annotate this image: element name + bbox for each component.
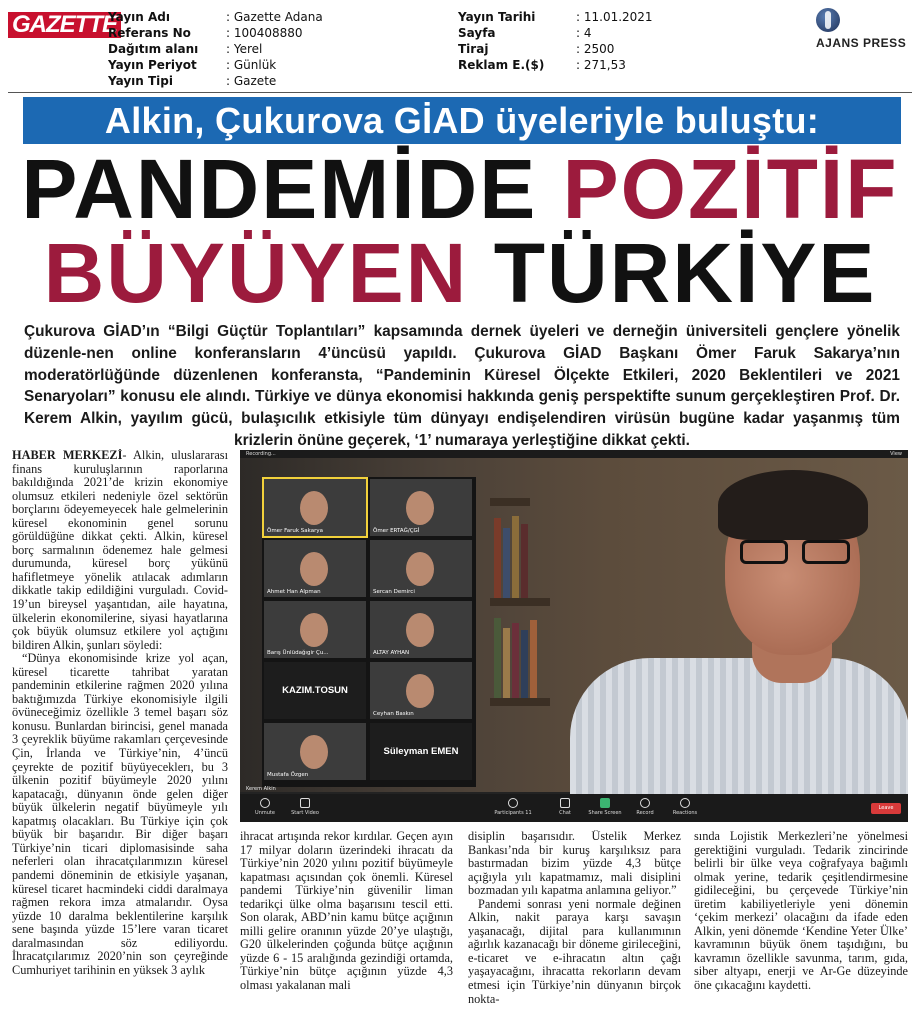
headline-word-red: POZİTİF [562, 142, 899, 236]
participants-count: 11 [525, 810, 532, 816]
main-headline-line-2 [0, 226, 920, 320]
byline: HABER MERKEZİ [12, 449, 123, 462]
participants-label: Participants [494, 810, 524, 816]
meta-row [458, 41, 653, 57]
book [494, 618, 501, 698]
meta-key: Sayfa [458, 26, 496, 40]
participant-name: Barış Ünlüdağıgir Çu... [267, 650, 329, 656]
book [521, 524, 528, 598]
globe-icon [816, 8, 840, 32]
zoom-toolbar [240, 794, 908, 822]
glasses-icon [740, 540, 852, 566]
shelf [490, 498, 530, 506]
participant-name: KAZIM.TOSUN [264, 662, 366, 719]
article-paragraph: Pandemi sonrası yeni normale değinen Alkin, nakit paraya karşı savaşın yaşanacağı, dijital para kullanımının ağırlık kazanacağı bir döneme girileceğini, e-ticaret ve e-ihracatın altın çağı yaşayacağını, ihracatta rekorların devam etmesi için Türkiye’nin dünyanın birçok nokta- [468, 896, 681, 1006]
participant-tile[interactable] [264, 601, 366, 658]
intro-paragraph: Çukurova GİAD’ın “Bilgi Güçtür Toplantıları” kapsamında dernek üyeleri ve derneğin üniversiteli gençlere yönelik düzenle-nen online konferansların 4’üncüsü yapıldı. Çukurova GİAD Başkanı Ömer Faruk Sakarya’nın moderatörlüğünde düzenlenen konferansta, “Pandeminin Küresel Ölçekte Etkileri, 2020 Beklentileri ve 2021 Senaryoları” konusu ele alındı. Türkiye ve dünya ekonomisi hakkında geniş perspektifte sunum gerçekleştiren Prof. Dr. Kerem Alkin, yayılım gücü, bulaşıcılık etkisiyle tüm dünyayı endişelendiren virüsün bugüne kadar yaşanmış tüm krizlerin önüne geçerek, ‘1’ numaraya yerleştiğine dikkat çekti. [24, 323, 900, 449]
book [512, 623, 519, 698]
participant-tile[interactable] [370, 540, 472, 597]
gazette-logo: GAZETTE [8, 12, 121, 38]
share-screen-label: Share Screen [588, 810, 622, 816]
meta-row [108, 41, 323, 57]
participant-face [300, 613, 328, 647]
meta-value: : Gazette Adana [226, 10, 323, 24]
participant-face [406, 491, 434, 525]
book [494, 518, 501, 598]
book [512, 516, 519, 598]
meta-key: Yayın Adı [108, 10, 170, 24]
chat-icon [560, 798, 570, 808]
article-paragraph: ihracat artışında rekor kırdılar. Geçen ayın 17 milyar doların üzerindeki ihracatı da Türkiye’nin 2020 yılını pozitif büyümeyle kapatması açısından çok önemli. Küresel pandemi Türkiye’nin güvenilir liman tedarikçi ülke olma başarısını tescil etti. Son olarak, ABD’nin kamu bütçe açığının milli gelire oranının yüzde 20’ye ulaştığı, G20 ülkelerinden çoğunda bütçe açığının yüzde 6 - 15 aralığında gezindiği ortamda, Türkiye’nin bütçe açığının yüzde 4,3 olması yakalanan mali [240, 830, 453, 993]
participant-tile[interactable] [370, 479, 472, 536]
participant-name: Ahmet Han Alpman [267, 589, 321, 595]
participant-face [300, 735, 328, 769]
participant-name: Sercan Demirci [373, 589, 415, 595]
participant-tile[interactable] [264, 662, 366, 719]
chat-label: Chat [559, 810, 571, 816]
headline-word-black: PANDEMİDE [21, 142, 563, 236]
meta-value: : 100408880 [226, 26, 303, 40]
meta-key: Referans No [108, 26, 191, 40]
header-divider [8, 92, 912, 93]
recording-indicator: Recording... [246, 451, 276, 457]
participant-tile[interactable] [370, 601, 472, 658]
microphone-icon [260, 798, 270, 808]
view-button[interactable]: View [890, 451, 902, 457]
meta-row [108, 9, 323, 25]
meta-row [458, 57, 653, 73]
share-screen-icon [600, 798, 610, 808]
participant-face [406, 674, 434, 708]
participant-face [406, 613, 434, 647]
article-text: - Alkin, uluslararası finans kuruluşlarının raporlarına bakıldığında 2021’de krizin ekonomiye olumsuz etkileri nedeniyle özel sektörün borçlarını ödeyemeyecek hale gelmelerinin küresel ekonominin genel sorunu görüldüğüne dikkat çekti. Alkin, küresel borç sarmalının ödenemez hale gelmesi durumunda, küresel borç yükünü hafifletmeye yönelik atılacak adımların dikkatle takip edildiğini vurguladı. Covid-19’un bireysel yaşantıdan, aile hayatına, ülkelerin ekonomilerine, siyasi hayatlarına çok büyük olumsuz etkilere yol açtığını bildiren Alkin, şunları söyledi: [12, 449, 228, 652]
meta-key: Yayın Tipi [108, 74, 173, 88]
meta-value: : 2500 [576, 42, 615, 56]
speaker-shirt [570, 658, 908, 808]
reactions-label: Reactions [672, 810, 698, 816]
meta-row [108, 57, 323, 73]
record-label: Record [636, 810, 654, 816]
participant-face [300, 552, 328, 586]
smile-icon [680, 798, 690, 808]
meta-row [458, 9, 653, 25]
kicker-headline: Alkin, Çukurova GİAD üyeleriyle buluştu: [23, 97, 901, 144]
speaker-name: Kerem Alkin [246, 786, 276, 792]
article-paragraph: sında Lojistik Merkezleri’ne yönelmesi gerektiğini vurguladı. Tedarik zincirinde belirli bir ülke veya coğrafyaya bağımlı olmak yerine, tedarik çeşitlendirmesine gidileceğini, bu çerçevede Türkiye’nin üretim kabiliyetleriyle yeni dönemin ‘çekim merkezi’ olacağını da ifade eden Alkin, yeni dönemde ‘Kendine Yeter Ülke’ kavramının büyük önem taşıdığını, bu kavramın özellikle savunma, tarım, gıda, siber altyapı, enerji ve Ar-Ge düzeyinde öne çıkacağını kaydetti. [694, 830, 908, 993]
participant-name: ALTAY AYHAN [373, 650, 410, 656]
speaker-hair [718, 470, 868, 540]
participant-tile[interactable] [264, 723, 366, 780]
article-column-3 [468, 830, 681, 1018]
meta-value: : Gazete [226, 74, 277, 88]
article-column-1 [12, 449, 228, 1017]
book [521, 630, 528, 698]
participant-name: Ömer Faruk Sakarya [267, 528, 323, 534]
start-video-button[interactable] [280, 798, 330, 816]
participant-name: Ömer ERTAĞ/ÇGİ [373, 528, 420, 534]
participant-tile[interactable] [370, 723, 472, 780]
agency-name: AJANS PRESS [816, 36, 907, 50]
article-paragraph: “Dünya ekonomisinde krize yol açan, küresel ticarette tahribat yaratan pandeminin etkilerine rağmen 2020 yılına baktığımızda Türkiye ekonomisiyle ilgili övüneceğimiz özellikle 3 temel başarı söz konusu. Bunlardan birincisi, genel manada 3 çeyreklik büyüme rakamları çerçevesinde Çin, İrlanda ve Türkiye’nin, 4’üncü çeyrekte de pozitif büyüyeceklerı, bu 3 ülkenin pozitif büyümeyle 2020 yılını kapatacağı, dünyanın önde gelen diğer büyük ülkelerin negatif büyümeyle yılı kapatmış olacakları. Bu Türkiye için çok büyük bir başarıdır. Bir diğer başarı Türkiye’nin ticari diplomasisinde saha neferleri olan ihracatçılarımızın küresel pandemi döneminin de etkisiyle yaşanan, küresel ticaret hacmindeki ciddi daralmaya rağmen rekora imza atmalarıdır. Oysa yüzde 10 daralma beklentilerine karşılık sene başında yüzde 15’lere varan ticaret daralmasından söz ediliyordu. İhracatçılarımız 2020’nin son çeyreğinde Cumhuriyet tarihinin en yüksek 3 aylık [12, 651, 228, 977]
book [503, 628, 510, 698]
participant-tile[interactable] [264, 479, 366, 536]
meta-value: : 271,53 [576, 58, 626, 72]
leave-button[interactable]: Leave [871, 803, 901, 814]
camera-icon [300, 798, 310, 808]
meta-key: Tiraj [458, 42, 489, 56]
participant-face [406, 552, 434, 586]
participant-name: Mustafa Özgen [267, 772, 309, 778]
participant-name: Ceyhan Baskın [373, 711, 414, 717]
meta-value: : 11.01.2021 [576, 10, 653, 24]
book [503, 528, 510, 598]
zoom-meeting-photo [240, 450, 908, 822]
participant-face [300, 491, 328, 525]
participant-grid [262, 477, 476, 787]
participant-tile[interactable] [370, 662, 472, 719]
headline-word-red: BÜYÜYEN [43, 226, 494, 320]
meta-left [108, 9, 323, 89]
ajans-press-logo [812, 8, 912, 52]
meta-key: Yayın Periyot [108, 58, 197, 72]
shelf [490, 698, 550, 706]
meta-value: : 4 [576, 26, 592, 40]
meta-value: : Günlük [226, 58, 277, 72]
meta-key: Yayın Tarihi [458, 10, 536, 24]
participant-name: Süleyman EMEN [370, 723, 472, 780]
book [530, 620, 537, 698]
meta-key: Dağıtım alanı [108, 42, 199, 56]
people-icon [508, 798, 518, 808]
meta-key: Reklam E.($) [458, 58, 545, 72]
participants-button[interactable] [488, 798, 538, 816]
headline-word-black: TÜRKİYE [493, 226, 877, 320]
zoom-top-bar [240, 450, 908, 458]
article-column-2 [240, 830, 453, 1018]
participant-tile[interactable] [264, 540, 366, 597]
meta-right [458, 9, 653, 73]
start-video-label: Start Video [291, 810, 319, 816]
main-headline-line-1 [0, 142, 920, 236]
meta-row [458, 25, 653, 41]
meta-row [108, 25, 323, 41]
article-column-4 [694, 830, 908, 1018]
record-icon [640, 798, 650, 808]
meta-row [108, 73, 323, 89]
reactions-button[interactable] [660, 798, 710, 816]
shelf [490, 598, 550, 606]
clipping-header [0, 0, 920, 92]
article-paragraph [12, 449, 228, 652]
unmute-label: Unmute [255, 810, 275, 816]
article-paragraph: disiplin başarısıdır. Üstelik Merkez Bankası’nda bir kuruş karşılıksız para bastırmadan bizim yüzde 4,3 bütçe açığıyla yılı kapatmamız, mali disiplini bozmadan yılı kapatma anlamına geliyor.” [468, 830, 681, 898]
meta-value: : Yerel [226, 42, 263, 56]
